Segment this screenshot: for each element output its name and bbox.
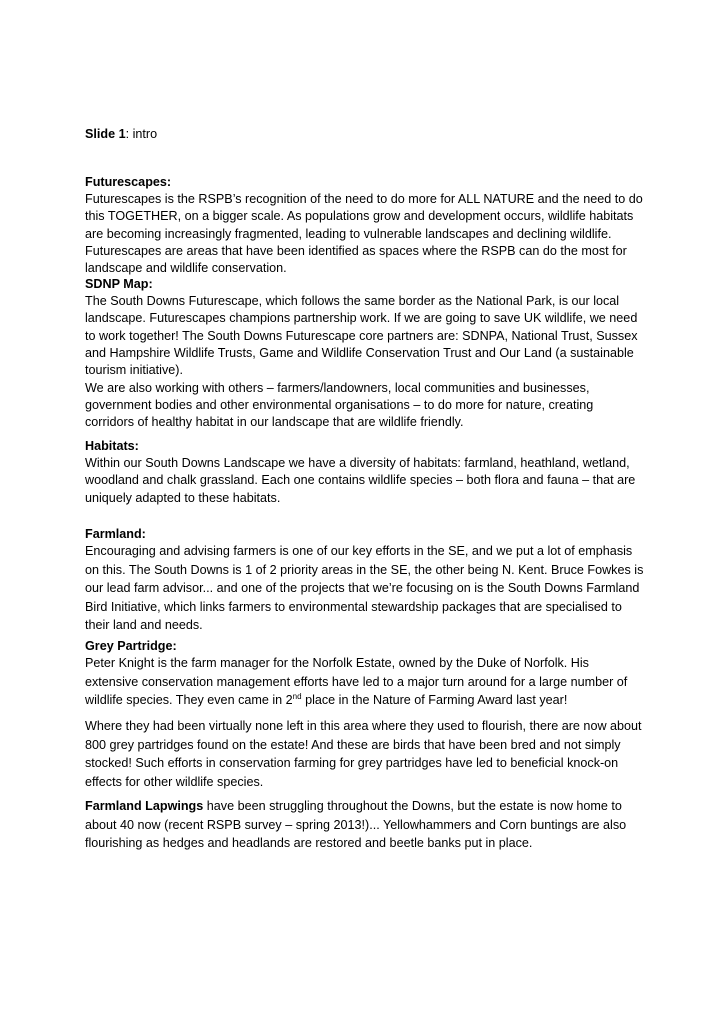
slide-title	[85, 126, 645, 143]
lapwings-body: have been struggling throughout the Downs, but the estate is now home to about 40 now (recent RSPB survey – spring 2013!)... Yellowhammers and Corn buntings are also flourishing as hedges and headlands are restored and beetle banks put in place.	[85, 799, 627, 851]
sdnp-heading: SDNP Map:	[85, 277, 153, 291]
partridge-heading: Grey Partridge:	[85, 639, 177, 653]
lapwings-lead: Farmland Lapwings	[85, 799, 204, 813]
partridge-ordinal: nd	[292, 692, 302, 701]
futurescapes-body: Futurescapes is the RSPB’s recognition of the need to do more for ALL NATURE and the need to do this TOGETHER, on a bigger scale. As populations grow and development occurs, wildlife habitats are becoming increasingly fragmented, leading to vulnerable landscapes and declining wildlife. Futurescapes are areas that have been identified as spaces where the RSPB can do the most for landscape and wildlife conservation.	[85, 192, 643, 276]
slide-label: Slide 1	[85, 127, 126, 141]
slide-subtitle: : intro	[125, 127, 158, 141]
habitats-heading: Habitats:	[85, 439, 139, 453]
sdnp-section	[85, 276, 645, 379]
futurescapes-heading: Futurescapes:	[85, 175, 172, 189]
partridge-section	[85, 639, 645, 710]
sdnp-body: The South Downs Futurescape, which follows the same border as the National Park, is our local landscape. Futurescapes champions partnership work. If we are going to save UK wildlife, we need to work together! The South Downs Futurescape core partners are: SDNPA, National Trust, Sussex and Hampshire Wildlife Trusts, Game and Wildlife Conservation Trust and Our Land (a sustainable tourism initiative).	[85, 294, 638, 378]
farmland-section	[85, 527, 645, 635]
farmland-body: Encouraging and advising farmers is one of our key efforts in the SE, and we put a lot of emphasis on this. The South Downs is 1 of 2 priority areas in the SE, the other being N. Kent. Bruce Fowkes is our lead farm advisor... and one of the projects that we’re focusing on is the South Downs Farmland Bird Initiative, which links farmers to environmental stewardship packages that are specialised to their land and needs.	[85, 544, 644, 633]
partridge-body-b: place in the Nature of Farming Award last year!	[301, 693, 568, 708]
lapwings-section	[85, 797, 645, 853]
habitats-body: Within our South Downs Landscape we have a diversity of habitats: farmland, heathland, wetland, woodland and chalk grassland. Each one contains wildlife species – both flora and fauna – that are uniquely adapted to these habitats.	[85, 456, 636, 505]
partridge-paragraph-2: Where they had been virtually none left in this area where they used to flourish, there are now about 800 grey partridges found on the estate! And these are birds that have been bred and not simply stocked! Such efforts in conservation farming for grey partridges have led to beneficial knock-on effects for other wildlife species.	[85, 719, 642, 789]
sdnp-paragraph-2: We are also working with others – farmers/landowners, local communities and businesses, government bodies and other environmental organisations – to do more for nature, creating corridors of healthy habitat in our landscape that are wildlife friendly.	[85, 381, 594, 430]
futurescapes-section	[85, 174, 645, 277]
partridge-body-a: Peter Knight is the farm manager for the Norfolk Estate, owned by the Duke of Norfolk. His extensive conservation management efforts have led to a major turn around for a large number of wildlife species. They even came in 2	[85, 656, 628, 708]
farmland-heading: Farmland:	[85, 527, 146, 541]
habitats-section	[85, 438, 645, 507]
